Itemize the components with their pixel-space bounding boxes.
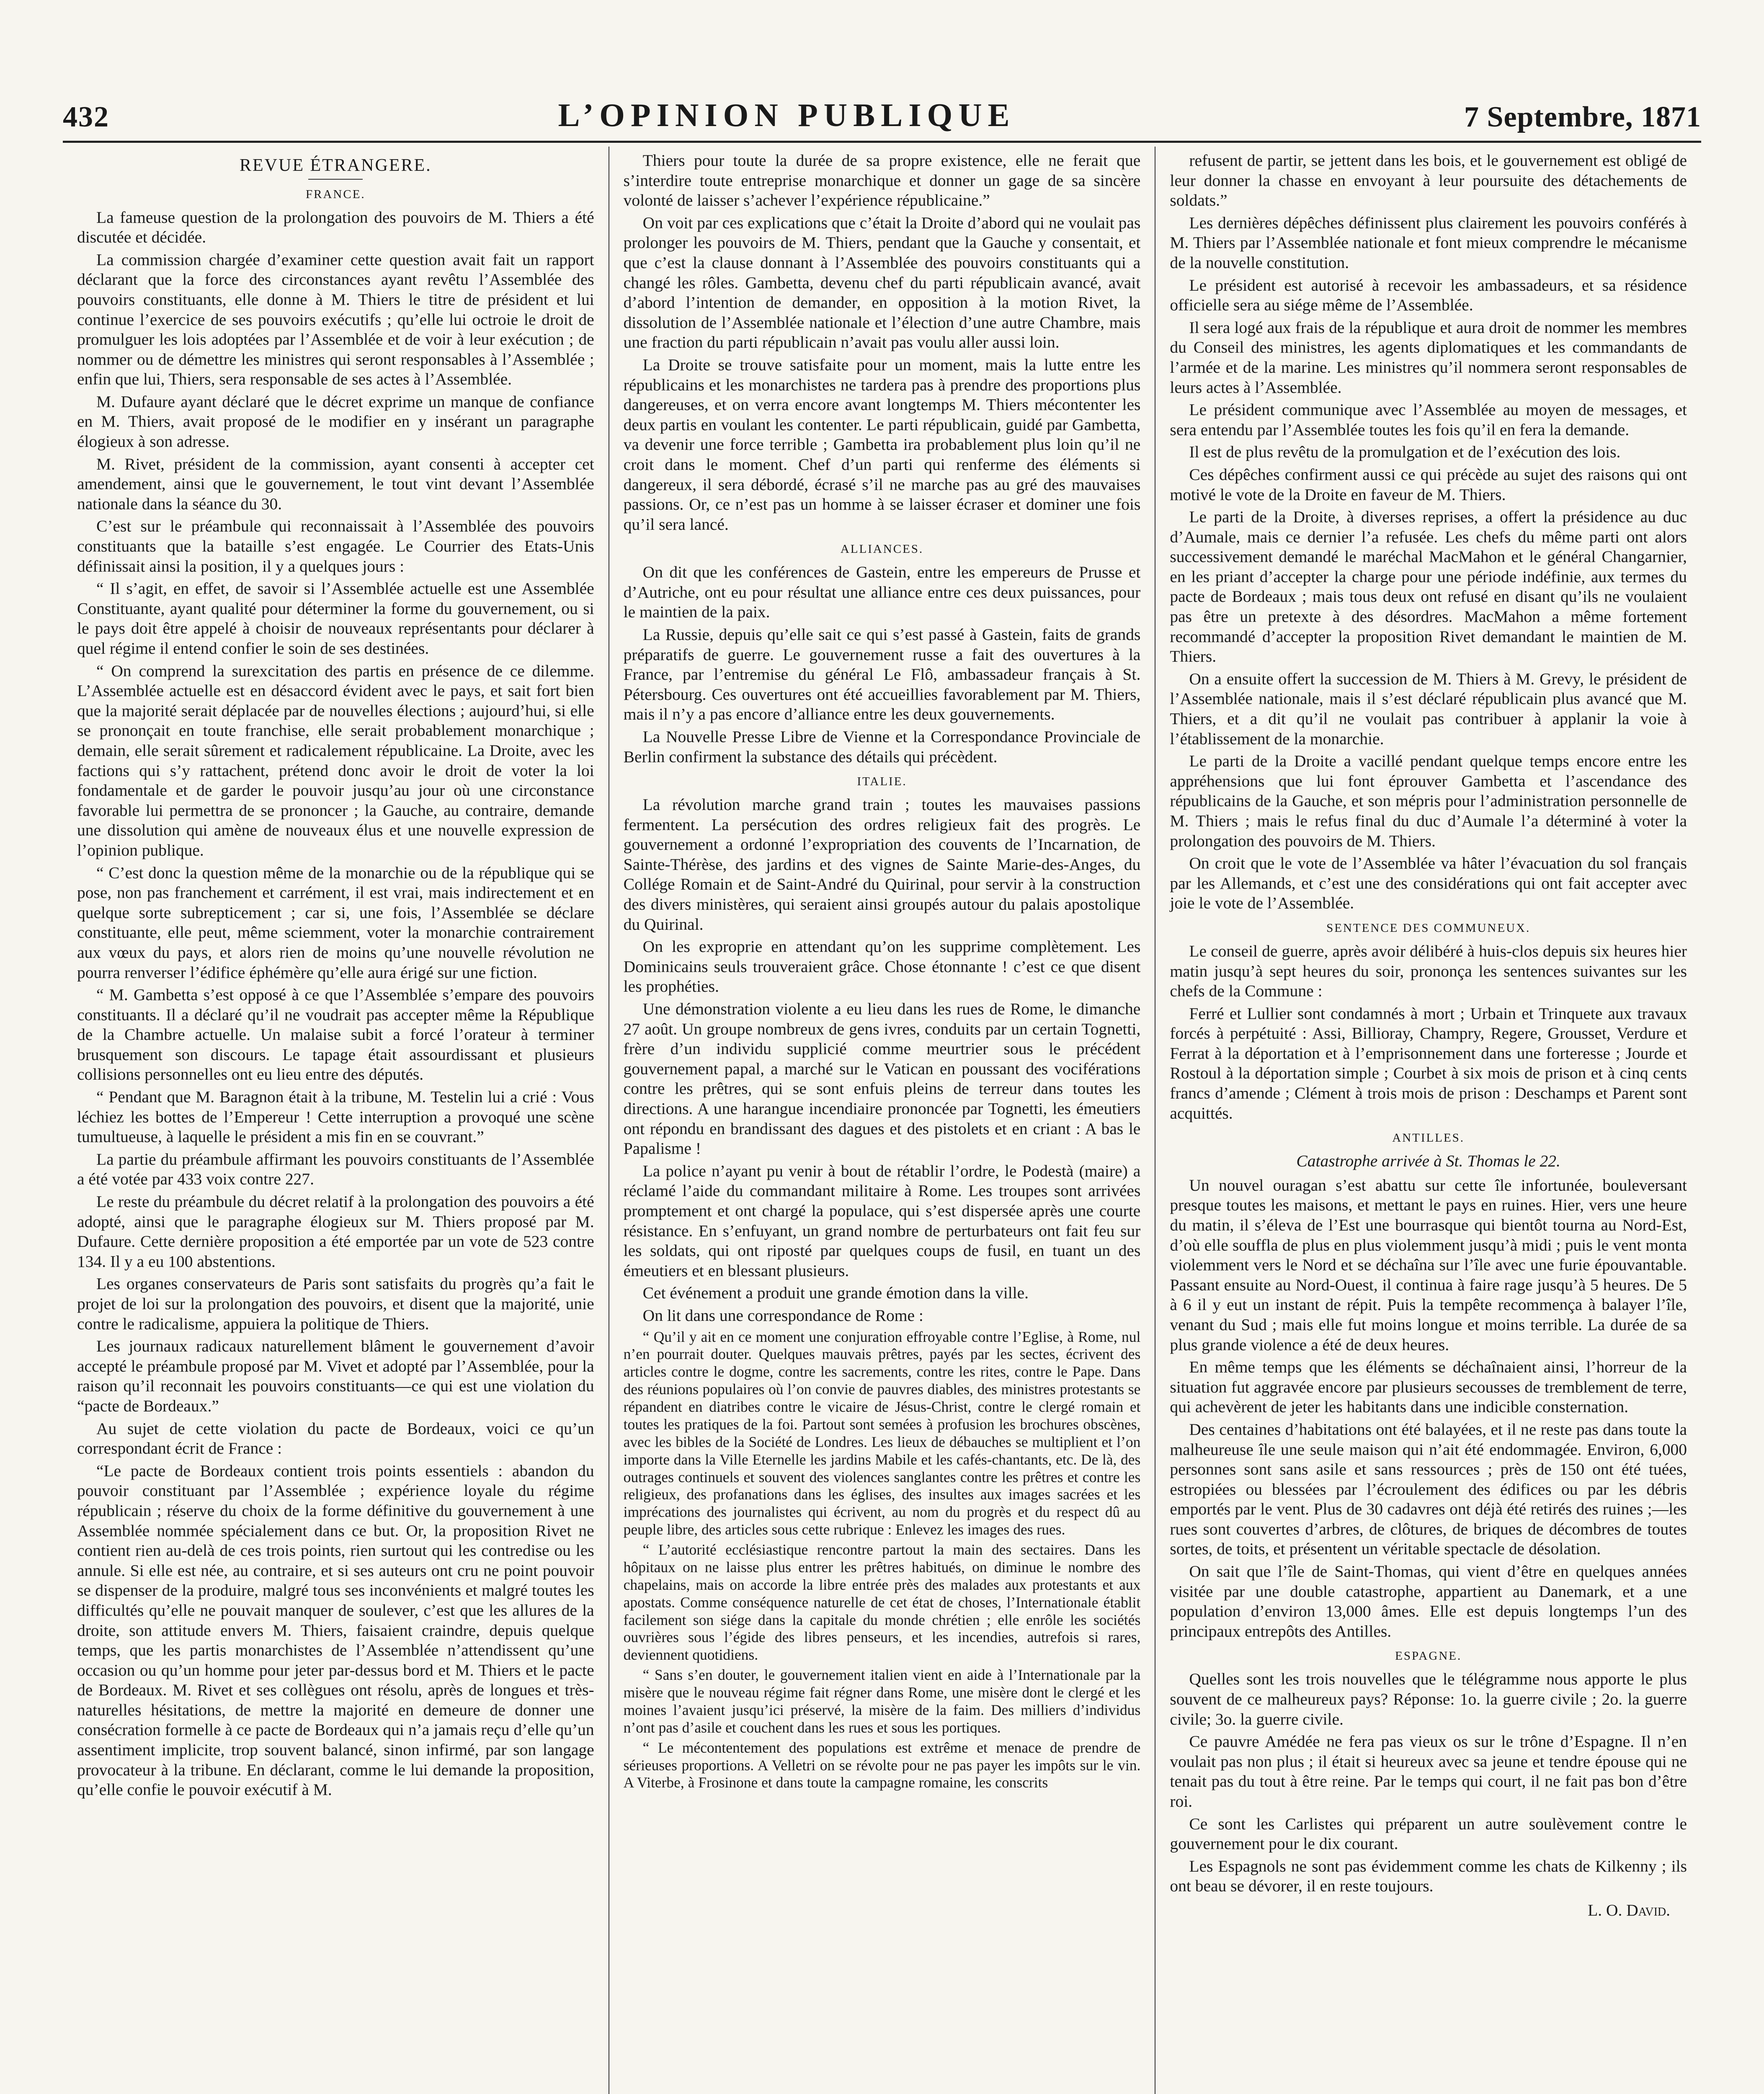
quote-paragraph: “Le pacte de Bordeaux contient trois points essentiels : abandon du pouvoir constituant par l’Assemblée ; expérience loyale du régime républicain ; réserve du choix de la forme définitive du gouvernement à une Assemblée nommée spécialement dans ce but. Or, la proposition Rivet ne contient rien au-delà de ces trois points, rien surtout qui les contredise ou les annule. Si elle est née, au contraire, et si ses auteurs ont cru ne point pouvoir se dispenser de la produire, malgré tous ses inconvénients et malgré toutes les difficultés qu’elle ne pouvait manquer de soulever, c’est que les allures de la droite, son attitude envers M. Thiers, faisaient craindre, depuis quelque temps, que les partis monarchistes de l’Assemblée n’attendissent qu’une occasion ou qu’un homme pour jeter par-dessus bord et M. Thiers et le pacte de Bordeaux. M. Rivet et ses collègues ont résolu, après de longues et très-naturelles hésitations, de mettre la majorité en demeure de donner une consécration formelle à ce pacte de Bordeaux qui n’a jamais reçu d’elle qu’un assentiment implicite, trop souvent balancé, sinon infirmé, par son langage provocateur à la tribune. En déclarant, comme le lui demande la proposition, qu’elle confie le pouvoir exécutif à M. xyxy=(77,1461,594,1799)
paragraph: On sait que l’île de Saint-Thomas, qui vient d’être en quelques années visitée par une double catastrophe, appartient au Danemark, et a une population d’environ 13,000 âmes. Elle est depuis longtemps l’un des principaux entrepôts des Antilles. xyxy=(1170,1562,1687,1640)
paragraph: Ces dépêches confirment aussi ce qui précède au sujet des raisons qui ont motivé le vote de la Droite en faveur de M. Thiers. xyxy=(1170,465,1687,504)
paragraph: refusent de partir, se jettent dans les bois, et le gouvernement est obligé de leur donner la chasse en envoyant à leur poursuite des détachements de soldats.” xyxy=(1170,151,1687,210)
paragraph: Des centaines d’habitations ont été balayées, et il ne reste pas dans toute la malheureuse île une seule maison qui n’ait été endommagée. Environ, 6,000 personnes sont sans asile et sans ressources ; près de 150 ont été tuées, estropiées ou blessées par l’écroulement des édifices ou par les débris emportés par le vent. Plus de 30 cadavres ont déjà été retirés des ruines ;—les rues sont couvertes d’arbres, de clôtures, de briques de décombres de toutes sortes, de toits, et présentent un véritable spectacle de désolation. xyxy=(1170,1420,1687,1558)
subsection-title-sentence: SENTENCE DES COMMUNEUX. xyxy=(1326,921,1531,935)
paragraph: Un nouvel ouragan s’est abattu sur cette île infortunée, bouleversant presque toutes les maisons, et mettant le pays en ruines. Hier, vers une heure du matin, il s’éleva de l’Est une bourrasque qui bientôt tourna au Nord-Est, d’où elle souffla de plus en plus violemment jusqu’à midi ; puis le vent monta violemment vers le Nord et se déchaîna sur l’île avec une furie épouvantable. Passant ensuite au Nord-Ouest, il continua à faire rage jusqu’à 5 heures. De 5 à 6 il y eut un instant de répit. Puis la tempête recommença à balayer l’île, venant du Sud ; mais elle fut moins longue et moins terrible. La durée de sa plus grande violence a été de deux heures. xyxy=(1170,1176,1687,1354)
masthead xyxy=(63,84,1701,134)
section-heading: REVUE ÉTRANGERE. xyxy=(240,156,432,175)
paragraph: Il est de plus revêtu de la promulgation et de l’exécution des lois. xyxy=(1189,443,1621,462)
paragraph: Les journaux radicaux naturellement blâment le gouvernement d’avoir accepté le préambule proposé par M. Vivet et adopté par l’Assemblée, pour la raison qu’il reconnait les pouvoirs constituants—ce qui est une violation du “pacte de Bordeaux.” xyxy=(77,1337,594,1415)
paragraph: Le reste du préambule du décret relatif à la prolongation des pouvoirs a été adopté, ainsi que le paragraphe élogieux sur M. Thiers proposé par M. Dufaure. Cette dernière proposition a été emportée par un vote de 523 contre 134. Il y a eu 100 abstentions. xyxy=(77,1192,594,1271)
quote-paragraph: “ M. Gambetta s’est opposé à ce que l’Assemblée s’empare des pouvoirs constituants. Il a déclaré qu’il ne voudrait pas accepter même la République de la Chambre actuelle. Un malaise subit a forcé l’orateur à terminer brusquement son discours. Le tapage était assourdissant et plusieurs collisions personnelles ont eu lieu entre des députés. xyxy=(77,985,594,1084)
paragraph: La commission chargée d’examiner cette question avait fait un rapport déclarant que la force des circonstances ayant revêtu l’Assemblée des pouvoirs constituants, elle donne à M. Thiers le titre de président et lui continue l’exercice de ses pouvoirs exécutifs ; qu’elle lui octroie le droit de promulguer les lois adoptées par l’Assemblée et de voir à leur exécution ; de nommer ou de démettre les ministres qui seront responsables à l’Assemblée ; enfin que lui, Thiers, sera responsable de ses actes à l’Assemblée. xyxy=(77,250,594,389)
paragraph: La révolution marche grand train ; toutes les mauvaises passions fermentent. La persécution des ordres religieux fait des progrès. Le gouvernement a ordonné l’expropriation des couvents de l’Incarnation, de Sainte-Thérèse, des jardins et des vignes de Sainte Marie-des-Anges, du Collége Romain et de Saint-André du Quirinal, pour servir à la construction des divers ministères, qui seraient ainsi groupés autour du palais apostolique du Quirinal. xyxy=(623,795,1141,934)
quote-paragraph: “ Le mécontentement des populations est extrême et menace de prendre de sérieuses proportions. A Velletri on se révolte pour ne pas payer les impôts sur le vin. A Viterbe, à Frosinone et dans toute la campagne romaine, les conscrits xyxy=(623,1739,1141,1791)
quote-paragraph: “ Il s’agit, en effet, de savoir si l’Assemblée actuelle est une Assemblée Constituante, ayant qualité pour déterminer la forme du gouvernement, ou si le pays doit être appelé à choisir de nouveaux représentants pour déclarer à quel régime il entend confier le soin de ses destinées. xyxy=(77,579,594,658)
paragraph: Cet événement a produit une grande émotion dans la ville. xyxy=(642,1284,1029,1302)
paragraph: On dit que les conférences de Gastein, entre les empereurs de Prusse et d’Autriche, ont eu pour résultat une alliance entre ces deux puissances, pour le maintien de la paix. xyxy=(623,563,1141,621)
page-number: 432 xyxy=(63,101,109,133)
paragraph: M. Rivet, président de la commission, ayant consenti à accepter cet amendement, ainsi que le gouvernement, le tout vint devant l’Assemblée nationale dans la séance du 30. xyxy=(77,454,594,513)
paragraph: On a ensuite offert la succession de M. Thiers à M. Grevy, le président de l’Assemblée nationale, mais il s’est déclaré républicain plus avancé que M. Thiers, et a dit qu’il ne voulait pas contribuer à applanir la voie à l’établissement de la monarchie. xyxy=(1170,669,1687,748)
subsection-title-france: FRANCE. xyxy=(306,187,366,201)
divider xyxy=(308,179,363,180)
masthead-rule xyxy=(63,141,1701,143)
paragraph: Le président est autorisé à recevoir les ambassadeurs, et sa résidence officielle sera au siége même de l’Assemblée. xyxy=(1170,276,1687,315)
subsection-subtitle: Catastrophe arrivée à St. Thomas le 22. xyxy=(1296,1152,1560,1171)
paragraph: M. Dufaure ayant déclaré que le décret exprime un manque de confiance en M. Thiers, avait proposé de le modifier en y insérant un paragraphe élogieux à son adresse. xyxy=(77,392,594,451)
paragraph: On les exproprie en attendant qu’on les supprime complètement. Les Dominicains seuls trouveraient grâce. Chose étonnante ! c’est ce que disent les prophéties. xyxy=(623,937,1141,996)
subsection-title-espagne: ESPAGNE. xyxy=(1395,1649,1462,1663)
paragraph: Le président communique avec l’Assemblée au moyen de messages, et sera entendu par l’Assemblée toutes les fois qu’il en fera la demande. xyxy=(1170,400,1687,439)
paragraph: La fameuse question de la prolongation des pouvoirs de M. Thiers a été discutée et décidée. xyxy=(77,208,594,247)
quote-paragraph: “ Qu’il y ait en ce moment une conjuration effroyable contre l’Eglise, à Rome, nul n’en pourrait douter. Quelques mauvais prêtres, payés par les sectes, écrivent des articles contre le dogme, contre les sacrements, contre les rites, contre le Pape. Dans des réunions populaires où l’on convie de pauvres diables, des ministres protestants se répandent en diatribes contre le vicaire de Jésus-Christ, contre le clergé romain et toutes les pratiques de la foi. Partout sont semées à profusion les brochures obscènes, avec les bibles de la Société de Londres. Les lieux de débauches se multiplient et l’on importe dans la Ville Eternelle les jardins Mabile et les cafés-chantants, etc. De là, des outrages continuels et souvent des violences sanglantes contre les prêtres et contre les religieux, des profanations dans les églises, des insultes aux images sacrées et les imprécations des journalistes qui écrivent, au nom du progrès et du respect dû au peuple libre, des articles sous cette rubrique : Enlevez les images des rues. xyxy=(623,1328,1141,1538)
paragraph: Ferré et Lullier sont condamnés à mort ; Urbain et Trinquete aux travaux forcés à perpétuité : Assi, Billioray, Champry, Regere, Grousset, Verdure et Ferrat à la déportation et à l’emprisonnement dans une forteresse ; Jourde et Rostoul à la déportation simple ; Courbet à six mois de prison et à cinq cents francs d’amende ; Clément à trois mois de prison : Deschamps et Parent sont acquittés. xyxy=(1170,1004,1687,1122)
paragraph: Ce pauvre Amédée ne fera pas vieux os sur le trône d’Espagne. Il n’en voulait pas non plus ; il était si heureux avec sa jeune et tendre épouse qui ne tenait pas du tout à être reine. Par le temps qui court, il ne fait pas bon d’être roi. xyxy=(1170,1732,1687,1810)
paragraph: C’est sur le préambule qui reconnaissait à l’Assemblée des pouvoirs constituants que la bataille s’est engagée. Le Courrier des Etats-Unis définissait ainsi la position, il y a quelques jours : xyxy=(77,517,594,575)
column-1 xyxy=(63,147,609,2094)
paragraph: Le parti de la Droite, à diverses reprises, a offert la présidence au duc d’Aumale, mais ce dernier l’a refusée. Les chefs du même parti ont alors successivement demandé le maréchal MacMahon et le général Changarnier, en les priant d’accepter la charge pour une période indéfinie, aux termes du pacte de Bordeaux ; mais tous deux ont refusé en disant qu’ils ne voulaient pas être un pretexte à des désordres. MacMahon a même fortement recommandé d’accepter la proposition Rivet demandant le maintien de M. Thiers. xyxy=(1170,508,1687,666)
paragraph: En même temps que les éléments se déchaînaient ainsi, l’horreur de la situation fut aggravée encore par plusieurs secousses de tremblement de terre, qui achevèrent de jeter les habitants dans une indicible consternation. xyxy=(1170,1358,1687,1416)
paragraph: On croit que le vote de l’Assemblée va hâter l’évacuation du sol français par les Allemands, et c’est une des considérations qui ont fait accepter avec joie le vote de l’Assemblée. xyxy=(1170,854,1687,913)
quote-paragraph: “ Sans s’en douter, le gouvernement italien vient en aide à l’Internationale par la misère que le nouveau régime fait régner dans Rome, une misère dont le clergé et les moines l’avaient jusqu’ici préservé, la misère de la faim. Des milliers d’individus n’ont pas d’asile et couchent dans les rues et sous les portiques. xyxy=(623,1666,1141,1736)
paragraph: On voit par ces explications que c’était la Droite d’abord qui ne voulait pas prolonger les pouvoirs de M. Thiers, pendant que la Gauche y consentait, et que c’est la clause donnant à l’Assemblée des pouvoirs constituants qui a changé les rôles. Gambetta, devenu chef du parti républicain avancé, avait d’abord l’intention de demander, en opposition à la motion Rivet, la dissolution de l’Assemblée nationale et l’élection d’une autre Chambre, mais une fraction du parti républicain n’avait pas voulu aller aussi loin. xyxy=(623,213,1141,352)
author-signature: L. O. David. xyxy=(1588,1901,1671,1919)
article-columns xyxy=(63,147,1701,2094)
paragraph: Les dernières dépêches définissent plus clairement les pouvoirs conférés à M. Thiers par l’Assemblée nationale et font mieux comprendre le mécanisme de la nouvelle constitution. xyxy=(1170,213,1687,272)
paragraph: Thiers pour toute la durée de sa propre existence, elle ne ferait que s’interdire toute entreprise monarchique et donner un gage de sa sincère volonté de laisser s’achever l’expérience républicaine.” xyxy=(623,151,1141,210)
quote-paragraph: “ On comprend la surexcitation des partis en présence de ce dilemme. L’Assemblée actuelle est en désaccord évident avec le pays, et sait fort bien que la majorité serait déplacée par de nouvelles élections ; aujourd’hui, si elle se prononçait en toute franchise, elle serait probablement monarchique ; demain, elle serait sûrement et radicalement républicaine. La Droite, avec les factions qui s’y rattachent, prétend donc avoir le droit de voter la loi fondamentale et de garder le pouvoir jusqu’au jour où une circonstance favorable lui permettra de se prononcer ; la Gauche, au contraire, demande une dissolution qui amène de nouveaux élus et une nouvelle expression de l’opinion publique. xyxy=(77,661,594,859)
paragraph: Ce sont les Carlistes qui préparent un autre soulèvement contre le gouvernement pour le dix courant. xyxy=(1170,1814,1687,1853)
paragraph: Le conseil de guerre, après avoir délibéré à huis-clos depuis six heures hier matin jusqu’à sept heures du soir, prononça les sentences suivantes sur les chefs de la Commune : xyxy=(1170,941,1687,1001)
subsection-title-italie: ITALIE. xyxy=(857,775,907,789)
column-2 xyxy=(609,147,1155,2094)
paragraph: Il sera logé aux frais de la république et aura droit de nommer les membres du Conseil des ministres, les agents diplomatiques et les commandants de l’armée et de la marine. Les ministres qu’il nommera seront responsables de leurs actes à l’Assemblée. xyxy=(1170,318,1687,397)
paragraph: La police n’ayant pu venir à bout de rétablir l’ordre, le Podestà (maire) a réclamé l’aide du commandant militaire à Rome. Les troupes sont arrivées promptement et ont chargé la populace, qui s’est dispersée après une courte résistance. En s’enfuyant, un grand nombre de perturbateurs ont fait feu sur les soldats, qui ont riposté par quelques coups de fusil, en tuant un des émeutiers et en blessant plusieurs. xyxy=(623,1161,1141,1280)
quote-paragraph: “ Pendant que M. Baragnon était à la tribune, M. Testelin lui a crié : Vous léchiez les bottes de l’Empereur ! Cette interruption a provoqué une scène tumultueuse, à laquelle le président a mis fin en se couvrant.” xyxy=(77,1088,594,1146)
paragraph: On lit dans une correspondance de Rome : xyxy=(642,1306,923,1325)
paragraph: Les Espagnols ne sont pas évidemment comme les chats de Kilkenny ; ils ont beau se dévorer, il en reste toujours. xyxy=(1170,1857,1687,1895)
paragraph: La Russie, depuis qu’elle sait ce qui s’est passé à Gastein, faits de grands préparatifs de guerre. Le gouvernement russe a fait des ouvertures à la France, par l’entremise du général Le Flô, ambassadeur français à St. Pétersbourg. Ces ouvertures ont été accueillies favorablement par M. Thiers, mais il n’y a pas encore d’alliance entre les deux gouvernements. xyxy=(623,625,1141,724)
newspaper-title: L’OPINION PUBLIQUE xyxy=(558,97,1016,133)
quote-paragraph: “ C’est donc la question même de la monarchie ou de la république qui se pose, non pas franchement et carrément, il est vrai, mais indirectement et en quelque sorte subrepticement ; car si, une fois, l’Assemblée se déclare constituante, elle peut, même sciemment, voter la monarchie contrairement aux vœux du pays, et alors rien de moins qu’une nouvelle révolution ne pourra renverser l’édifice éphémère qu’elle aura érigé sur une fiction. xyxy=(77,863,594,982)
paragraph: Les organes conservateurs de Paris sont satisfaits du progrès qu’a fait le projet de loi sur la prolongation des pouvoirs, et disent que la majorité, unie contre le radicalisme, appuiera la politique de Thiers. xyxy=(77,1274,594,1333)
subsection-title-antilles: ANTILLES. xyxy=(1392,1131,1465,1145)
column-3 xyxy=(1155,147,1701,2094)
paragraph: La partie du préambule affirmant les pouvoirs constituants de l’Assemblée a été votée par 433 voix contre 227. xyxy=(77,1150,594,1189)
paragraph: La Droite se trouve satisfaite pour un moment, mais la lutte entre les républicains et les monarchistes ne tardera pas à prendre des proportions plus dangereuses, et on verra encore avant longtemps M. Thiers mécontenter les deux partis en voulant les contenter. Le parti républicain, guidé par Gambetta, va devenir une force terrible ; Gambetta ira probablement plus loin qu’il ne croit dans le moment. Chef d’un parti qui renferme des éléments si dangereux, il sera débordé, écrasé s’il ne marche pas au gré des mauvaises passions. Or, ce n’est pas un homme à se laisser écraser et dominer une fois qu’il sera lancé. xyxy=(623,355,1141,534)
subsection-title-alliances: ALLIANCES. xyxy=(840,542,924,556)
paragraph: Le parti de la Droite a vacillé pendant quelque temps encore entre les appréhensions que lui font éprouver Gambetta et l’ascendance des républicains de la Gauche, et son mépris pour l’administration personnelle de M. Thiers ; mais le refus final du duc d’Aumale l’a déterminé à voter la prolongation des pouvoirs de M. Thiers. xyxy=(1170,752,1687,850)
paragraph: Au sujet de cette violation du pacte de Bordeaux, voici ce qu’un correspondant écrit de France : xyxy=(77,1419,594,1458)
paragraph: Une démonstration violente a eu lieu dans les rues de Rome, le dimanche 27 août. Un groupe nombreux de gens ivres, conduits par un certain Tognetti, frère d’un individu supplicié comme meurtrier sous le précédent gouvernement papal, a marché sur le Vatican en poussant des vociférations contre les prêtres, qui se sont enfuis pleins de terreur dans toutes les directions. A une harangue incendiaire prononcée par Tognetti, les émeutiers ont répondu en brandissant des dagues et des pistolets et en criant : A bas le Papalisme ! xyxy=(623,1000,1141,1158)
paragraph: Quelles sont les trois nouvelles que le télégramme nous apporte le plus souvent de ce malheureux pays? Réponse: 1o. la guerre civile ; 2o. la guerre civile; 3o. la guerre civile. xyxy=(1170,1670,1687,1728)
quote-paragraph: “ L’autorité ecclésiastique rencontre partout la main des sectaires. Dans les hôpitaux on ne laisse plus entrer les prêtres habitués, on diminue le nombre des chapelains, mais on accorde la libre entrée près des malades aux protestants et aux apostats. Comme conséquence naturelle de cet état de choses, l’Internationale établit facilement son siége dans la capitale du monde chrétien ; elle enrôle les sociétés ouvrières sous l’égide des libres penseurs, et les incendies, autrefois si rares, deviennent quotidiens. xyxy=(623,1541,1141,1663)
paragraph: La Nouvelle Presse Libre de Vienne et la Correspondance Provinciale de Berlin confirment la substance des détails qui précèdent. xyxy=(623,727,1141,766)
issue-date: 7 Septembre, 1871 xyxy=(1464,101,1701,133)
